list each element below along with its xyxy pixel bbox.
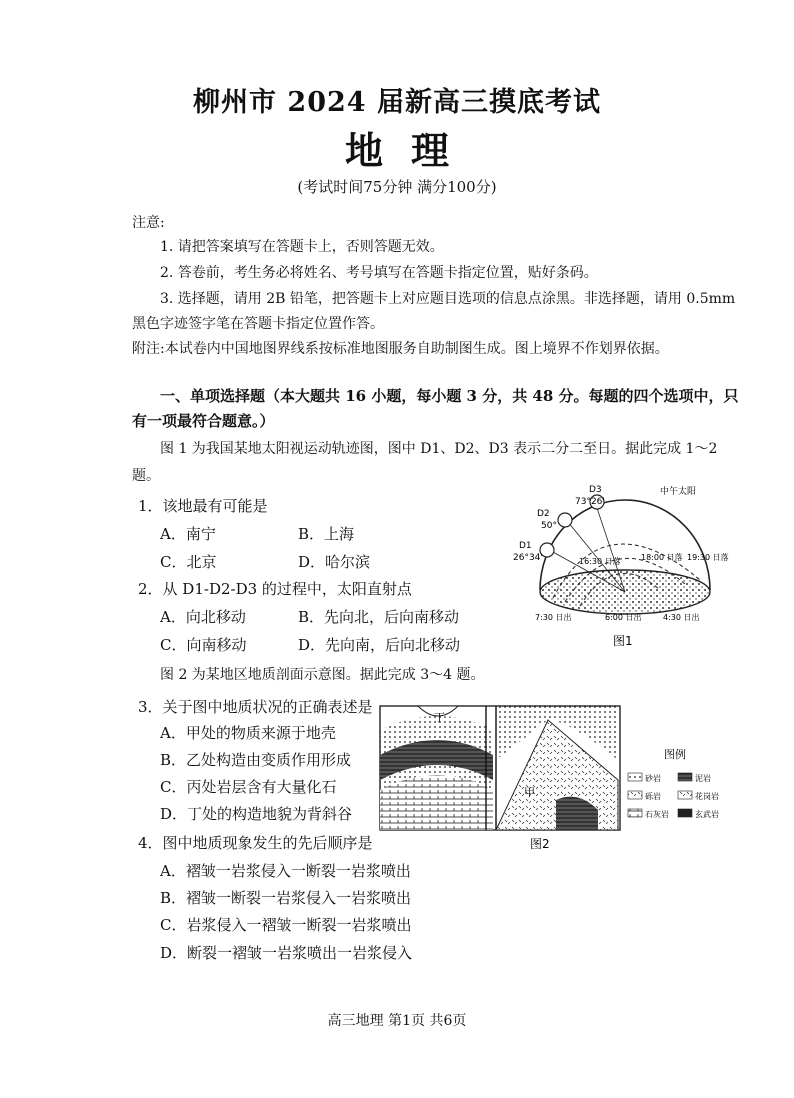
q3-option-c: C．丙处岩层含有大量化石 <box>160 778 337 796</box>
exam-info: (考试时间75分钟 满分100分) <box>297 178 497 196</box>
q2-option-c: C．向南移动 <box>160 636 247 654</box>
question-3-stem: 3．关于图中地质状况的正确表述是 <box>138 698 373 716</box>
d2-label: D2 <box>537 509 550 519</box>
q4-option-c: C．岩浆侵入一褶皱一断裂一岩浆喷出 <box>160 916 412 934</box>
sun-d2-icon <box>558 513 572 527</box>
d2-angle-label: 50° <box>541 521 557 531</box>
q3-option-b: B．乙处构造由变质作用形成 <box>160 751 352 769</box>
d3-angle-label: 73°26' <box>575 497 605 507</box>
legend-swatch-granite <box>678 791 692 799</box>
q2-option-a: A．向北移动 <box>160 608 246 626</box>
note-item-3: 3. 选择题，请用 2B 铅笔，把答题卡上对应题目选项的信息点涂黑。非选择题，请用 0.5mm <box>160 291 736 307</box>
q3-option-a: A．甲处的物质来源于地壳 <box>160 724 336 742</box>
legend-sandstone: 砂岩 <box>645 774 661 783</box>
legend-swatch-limestone <box>628 809 642 817</box>
note-item-3-cont: 黑色字迹签字笔在答题卡指定位置作答。 <box>132 316 384 332</box>
appendix-note: 附注:本试卷内中国地图界线系按标准地图服务自助制图生成。图上境界不作划界依据。 <box>132 341 669 357</box>
d1-label: D1 <box>519 541 532 551</box>
sunrise-2-label: 6:00 日出 <box>605 613 642 622</box>
q1-option-a: A．南宁 <box>160 525 216 543</box>
question-2-stem: 2．从 D1-D2-D3 的过程中，太阳直射点 <box>138 580 412 598</box>
q1-option-d: D．哈尔滨 <box>298 553 371 571</box>
legend-conglomerate: 砾岩 <box>645 792 661 801</box>
subject-title: 地理 <box>344 128 477 173</box>
figure1-intro-line2: 题。 <box>132 468 160 484</box>
sunrise-1-label: 7:30 日出 <box>535 613 572 622</box>
legend-limestone: 石灰岩 <box>645 810 669 819</box>
label-jia: 甲 <box>524 786 535 799</box>
figure1-caption: 图1 <box>613 634 633 648</box>
q4-option-b: B．褶皱一断裂一岩浆侵入一岩浆喷出 <box>160 889 412 907</box>
legend-swatch-mudstone <box>678 773 692 781</box>
sunset-3-label: 19:30 日落 <box>687 553 729 562</box>
legend-basalt: 玄武岩 <box>695 810 719 819</box>
section-heading-line1: 一、单项选择题（本大题共 16 小题，每小题 3 分，共 48 分。每题的四个选项中，只 <box>160 387 739 405</box>
figure2-intro: 图 2 为某地区地质剖面示意图。据此完成 3～4 题。 <box>160 667 485 683</box>
legend-mudstone: 泥岩 <box>695 774 711 783</box>
legend-swatch-conglomerate <box>628 791 642 799</box>
d1-angle-label: 26°34' <box>513 553 543 563</box>
legend-title: 图例 <box>664 748 686 761</box>
exam-title: 柳州市 2024 届新高三摸底考试 <box>193 87 601 118</box>
d3-label: D3 <box>589 485 602 495</box>
q4-option-d: D．断裂一褶皱一岩浆喷出一岩浆侵入 <box>160 944 413 962</box>
question-4-stem: 4．图中地质现象发生的先后顺序是 <box>138 834 373 852</box>
q2-option-d: D．先向南，后向北移动 <box>298 636 461 654</box>
legend-granite: 花岗岩 <box>695 792 719 801</box>
q4-option-a: A．褶皱一岩浆侵入一断裂一岩浆喷出 <box>160 862 411 880</box>
sunset-1-label: 16:30 日落 <box>579 557 621 566</box>
legend-swatch-sandstone <box>628 773 642 781</box>
page-footer: 高三地理 第1页 共6页 <box>327 1013 467 1029</box>
q2-option-b: B．先向北，后向南移动 <box>298 608 460 626</box>
sunrise-3-label: 4:30 日出 <box>663 613 700 622</box>
sunset-2-label: 18:00 日落 <box>641 553 683 562</box>
q1-option-b: B．上海 <box>298 525 355 543</box>
figure2-caption: 图2 <box>530 837 550 851</box>
figure2-geological-section <box>378 700 738 852</box>
figure1-sun-path-diagram <box>505 480 735 655</box>
notes-heading: 注意: <box>132 215 165 231</box>
legend-swatch-basalt <box>678 809 692 817</box>
figure1-intro-line1: 图 1 为我国某地太阳视运动轨迹图，图中 D1、D2、D3 表示二分二至日。据此完成 1～2 <box>160 441 718 457</box>
noon-sun-label: 中午太阳 <box>660 487 697 497</box>
label-ding: 丁 <box>434 711 445 724</box>
section-heading-line2: 有一项最符合题意。） <box>132 412 275 430</box>
question-1-stem: 1．该地最有可能是 <box>138 497 268 515</box>
note-item-1: 1. 请把答案填写在答题卡上，否则答题无效。 <box>160 239 444 255</box>
limestone-layer <box>380 775 493 830</box>
q1-option-c: C．北京 <box>160 553 217 571</box>
note-item-2: 2. 答卷前，考生务必将姓名、考号填写在答题卡指定位置，贴好条码。 <box>160 265 598 281</box>
q3-option-d: D．丁处的构造地貌为背斜谷 <box>160 805 353 823</box>
